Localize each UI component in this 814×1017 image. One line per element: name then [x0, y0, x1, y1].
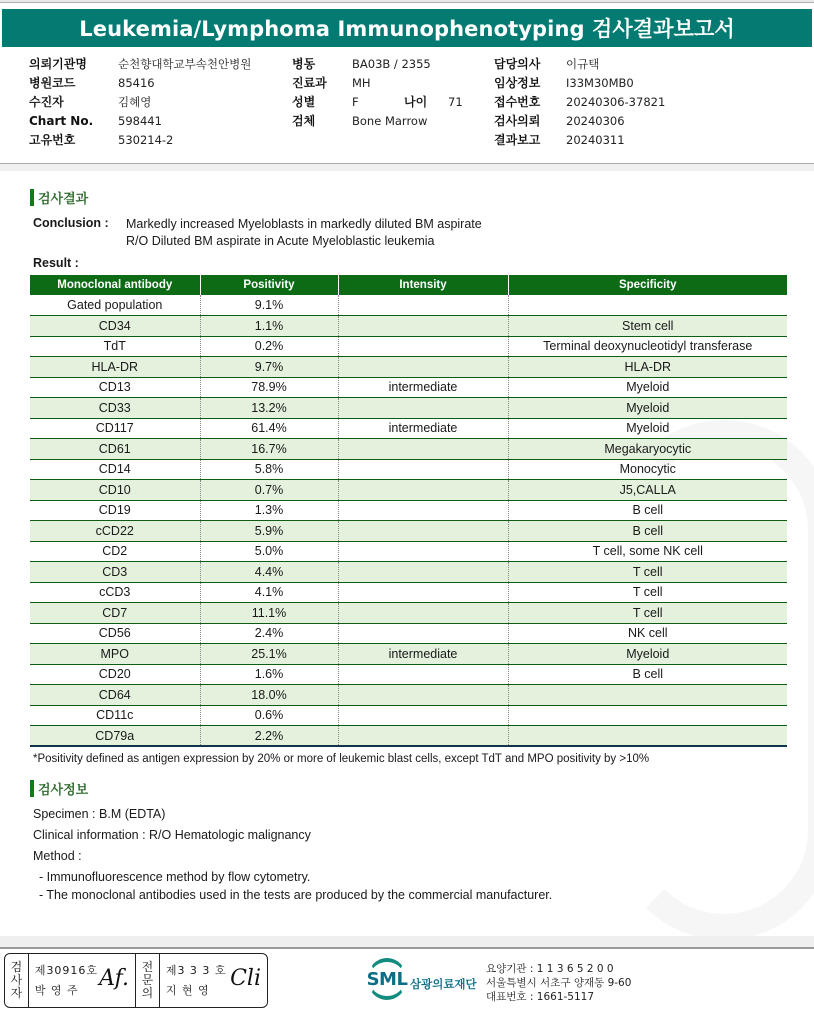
patient-info-col2	[292, 54, 500, 130]
cell-intensity	[338, 664, 508, 685]
cell-intensity	[338, 705, 508, 726]
info-value: 20240311	[566, 132, 625, 147]
cell-intensity	[338, 623, 508, 644]
cell-intensity: intermediate	[338, 644, 508, 665]
lab-name: 삼광의료재단	[410, 977, 477, 991]
cell-antibody: CD3	[30, 562, 200, 583]
cell-intensity	[338, 685, 508, 706]
cell-intensity	[338, 398, 508, 419]
section-accent-bar	[30, 780, 34, 797]
cell-specificity: B cell	[508, 521, 787, 542]
info-row	[292, 54, 500, 73]
info-label: 담당의사	[494, 57, 541, 71]
table-row	[30, 357, 787, 378]
table-row	[30, 377, 787, 398]
info-row	[292, 92, 500, 111]
cell-specificity: Myeloid	[508, 418, 787, 439]
address-line: 요양기관 : 1 1 3 6 5 2 0 0	[486, 963, 614, 975]
info-row	[29, 130, 251, 149]
cell-positivity: 25.1%	[200, 644, 338, 665]
age-label: 나이	[404, 95, 428, 109]
info-label: 결과보고	[494, 133, 541, 147]
info-label: 고유번호	[29, 133, 76, 147]
signature-box	[4, 953, 268, 1008]
specialist-label	[136, 954, 160, 1007]
table-header-row	[30, 275, 787, 295]
table-row	[30, 418, 787, 439]
cell-intensity	[338, 459, 508, 480]
info-value: 김혜영	[118, 94, 152, 109]
info-row	[494, 111, 665, 130]
conclusion	[33, 216, 482, 250]
table-row	[30, 500, 787, 521]
table-row	[30, 521, 787, 542]
cell-intensity	[338, 521, 508, 542]
cell-intensity	[338, 500, 508, 521]
cell-antibody: CD13	[30, 377, 200, 398]
result-label: Result :	[33, 256, 79, 270]
header-intensity: Intensity	[338, 275, 508, 295]
logo-text: SML	[366, 969, 408, 990]
cell-specificity: NK cell	[508, 623, 787, 644]
cell-intensity	[338, 603, 508, 624]
cell-specificity: T cell	[508, 582, 787, 603]
cell-positivity: 18.0%	[200, 685, 338, 706]
patient-info-col1	[29, 54, 251, 149]
table-row	[30, 623, 787, 644]
sml-logo-icon	[366, 958, 408, 1002]
cell-specificity: Terminal deoxynucleotidyl transferase	[508, 336, 787, 357]
cell-antibody: CD7	[30, 603, 200, 624]
cell-positivity: 9.1%	[200, 295, 338, 316]
specialist-license: 제3 3 3 호	[165, 964, 227, 977]
cell-specificity: Megakaryocytic	[508, 439, 787, 460]
table-row	[30, 541, 787, 562]
cell-intensity	[338, 726, 508, 747]
info-row	[494, 54, 665, 73]
cell-specificity: Stem cell	[508, 316, 787, 337]
test-info	[33, 806, 552, 905]
cell-antibody: CD64	[30, 685, 200, 706]
address-line: 서울특별시 서초구 양재동 9-60	[486, 977, 632, 989]
method-item: - The monoclonal antibodies used in the tests are produced by the commercial manufacturer.	[39, 888, 553, 902]
examiner-license: 제30916호	[34, 964, 99, 977]
cell-antibody: TdT	[30, 336, 200, 357]
cell-antibody: CD61	[30, 439, 200, 460]
info-value: MH	[352, 75, 371, 90]
info-row	[29, 73, 251, 92]
table-row	[30, 295, 787, 316]
cell-intensity	[338, 562, 508, 583]
cell-antibody: CD56	[30, 623, 200, 644]
cell-antibody: MPO	[30, 644, 200, 665]
footer-divider	[0, 936, 814, 949]
info-label: 의뢰기관명	[29, 57, 87, 71]
table-row	[30, 336, 787, 357]
results-section-heading	[30, 188, 88, 207]
section-accent-bar	[30, 189, 34, 206]
report-title-bar	[2, 9, 812, 47]
table-row	[30, 439, 787, 460]
cell-specificity: T cell, some NK cell	[508, 541, 787, 562]
conclusion-line: Markedly increased Myeloblasts in markedly diluted BM aspirate	[126, 217, 482, 231]
info-row	[494, 130, 665, 149]
clinical-info-line: Clinical information : R/O Hematologic malignancy	[33, 828, 311, 842]
cell-antibody: CD20	[30, 664, 200, 685]
cell-positivity: 11.1%	[200, 603, 338, 624]
cell-positivity: 13.2%	[200, 398, 338, 419]
age-value: 71	[448, 94, 463, 109]
info-label: 진료과	[292, 76, 327, 90]
cell-antibody: CD11c	[30, 705, 200, 726]
header-positivity: Positivity	[200, 275, 338, 295]
cell-positivity: 9.7%	[200, 357, 338, 378]
info-label: 검체	[292, 114, 316, 128]
cell-positivity: 0.7%	[200, 480, 338, 501]
cell-positivity: 5.0%	[200, 541, 338, 562]
cell-specificity: B cell	[508, 664, 787, 685]
header-specificity: Specificity	[508, 275, 787, 295]
cell-specificity: Myeloid	[508, 377, 787, 398]
cell-positivity: 61.4%	[200, 418, 338, 439]
table-row	[30, 316, 787, 337]
cell-antibody: CD19	[30, 500, 200, 521]
info-label: 임상정보	[494, 76, 541, 90]
cell-antibody: CD10	[30, 480, 200, 501]
cell-specificity: T cell	[508, 562, 787, 583]
cell-specificity	[508, 685, 787, 706]
info-value: I33M30MB0	[566, 75, 634, 90]
table-row	[30, 582, 787, 603]
method-label: Method :	[33, 849, 82, 863]
info-row	[494, 92, 665, 111]
header-antibody: Monoclonal antibody	[30, 275, 200, 295]
info-label: 검사의뢰	[494, 114, 541, 128]
cell-antibody: cCD22	[30, 521, 200, 542]
cell-positivity: 4.4%	[200, 562, 338, 583]
method-item: - Immunofluorescence method by flow cytometry.	[39, 870, 311, 884]
examiner-label	[5, 954, 29, 1007]
cell-positivity: 5.8%	[200, 459, 338, 480]
conclusion-line: R/O Diluted BM aspirate in Acute Myeloblastic leukemia	[126, 234, 435, 248]
info-value: 이규택	[566, 56, 600, 71]
specialist-block	[160, 954, 267, 1007]
table-row	[30, 705, 787, 726]
label-char: 자	[10, 986, 23, 1000]
cell-intensity	[338, 295, 508, 316]
label-char: 문	[141, 973, 154, 987]
table-row	[30, 603, 787, 624]
cell-intensity	[338, 480, 508, 501]
cell-intensity	[338, 357, 508, 378]
info-row	[292, 73, 500, 92]
cell-antibody: CD117	[30, 418, 200, 439]
positivity-footnote: *Positivity defined as antigen expression by 20% or more of leukemic blast cells, except TdT and MPO positivity by >10%	[33, 753, 650, 765]
cell-specificity: B cell	[508, 500, 787, 521]
table-row	[30, 664, 787, 685]
info-value: Bone Marrow	[352, 113, 428, 128]
cell-intensity: intermediate	[338, 418, 508, 439]
lab-brand	[366, 958, 477, 1002]
info-label: 성별	[292, 95, 316, 109]
cell-specificity: Monocytic	[508, 459, 787, 480]
table-row	[30, 459, 787, 480]
cell-specificity: HLA-DR	[508, 357, 787, 378]
table-row	[30, 644, 787, 665]
cell-specificity: Myeloid	[508, 398, 787, 419]
info-label: 병원코드	[29, 76, 76, 90]
cell-antibody: Gated population	[30, 295, 200, 316]
info-row	[292, 111, 500, 130]
cell-positivity: 1.3%	[200, 500, 338, 521]
section-divider	[0, 163, 814, 171]
info-value: 20240306-37821	[566, 94, 666, 109]
cell-positivity: 0.6%	[200, 705, 338, 726]
cell-antibody: CD14	[30, 459, 200, 480]
cell-antibody: CD33	[30, 398, 200, 419]
cell-intensity	[338, 439, 508, 460]
test-info-heading-text: 검사정보	[38, 783, 89, 798]
info-value: 530214-2	[118, 132, 174, 147]
cell-specificity: T cell	[508, 603, 787, 624]
conclusion-lines	[126, 216, 482, 250]
cell-positivity: 1.1%	[200, 316, 338, 337]
test-info-section-heading	[30, 779, 88, 798]
address-line: 대표번호 : 1661-5117	[486, 991, 595, 1003]
report-title: Leukemia/Lymphoma Immunophenotyping 검사결과보고서	[79, 17, 735, 41]
cell-specificity: J5,CALLA	[508, 480, 787, 501]
table-row	[30, 562, 787, 583]
cell-intensity: intermediate	[338, 377, 508, 398]
cell-antibody: HLA-DR	[30, 357, 200, 378]
info-value: BA03B / 2355	[352, 56, 431, 71]
table-row	[30, 685, 787, 706]
cell-antibody: cCD3	[30, 582, 200, 603]
label-char: 검	[10, 960, 23, 974]
cell-antibody: CD79a	[30, 726, 200, 747]
cell-positivity: 5.9%	[200, 521, 338, 542]
cell-positivity: 4.1%	[200, 582, 338, 603]
info-value: 순천향대학교부속천안병원	[118, 56, 252, 71]
examiner-name: 박 영 주	[34, 984, 79, 997]
cell-intensity	[338, 316, 508, 337]
cell-intensity	[338, 541, 508, 562]
label-char: 전	[141, 960, 154, 974]
cell-positivity: 78.9%	[200, 377, 338, 398]
label-char: 사	[10, 973, 23, 987]
info-value: 598441	[118, 113, 162, 128]
table-row	[30, 726, 787, 747]
patient-info-col3	[494, 54, 665, 149]
results-table-body	[30, 295, 787, 746]
specialist-signature: Cli	[230, 966, 261, 991]
info-row	[29, 54, 251, 73]
info-label: 수진자	[29, 95, 64, 109]
conclusion-label: Conclusion :	[33, 216, 109, 230]
cell-positivity: 0.2%	[200, 336, 338, 357]
info-value: 85416	[118, 75, 155, 90]
table-row	[30, 398, 787, 419]
cell-positivity: 2.2%	[200, 726, 338, 747]
cell-positivity: 1.6%	[200, 664, 338, 685]
info-row	[494, 73, 665, 92]
info-label: 병동	[292, 57, 316, 71]
cell-intensity	[338, 336, 508, 357]
table-row	[30, 480, 787, 501]
cell-specificity	[508, 705, 787, 726]
lab-address	[486, 961, 631, 1003]
results-table	[30, 275, 787, 747]
results-heading-text: 검사결과	[38, 192, 89, 207]
top-rule	[0, 0, 814, 3]
cell-positivity: 2.4%	[200, 623, 338, 644]
sex-value: F	[352, 94, 359, 109]
cell-specificity	[508, 295, 787, 316]
info-label: Chart No.	[29, 113, 94, 128]
cell-intensity	[338, 582, 508, 603]
examiner-signature: Af.	[99, 966, 129, 991]
specimen-line: Specimen : B.M (EDTA)	[33, 807, 166, 821]
label-char: 의	[141, 986, 154, 1000]
examiner-block	[29, 954, 136, 1007]
info-label: 접수번호	[494, 95, 541, 109]
info-row	[29, 92, 251, 111]
info-row	[29, 111, 251, 130]
specialist-name: 지 현 영	[165, 984, 210, 997]
cell-antibody: CD2	[30, 541, 200, 562]
cell-specificity	[508, 726, 787, 747]
cell-specificity: Myeloid	[508, 644, 787, 665]
cell-antibody: CD34	[30, 316, 200, 337]
cell-positivity: 16.7%	[200, 439, 338, 460]
info-value: 20240306	[566, 113, 625, 128]
